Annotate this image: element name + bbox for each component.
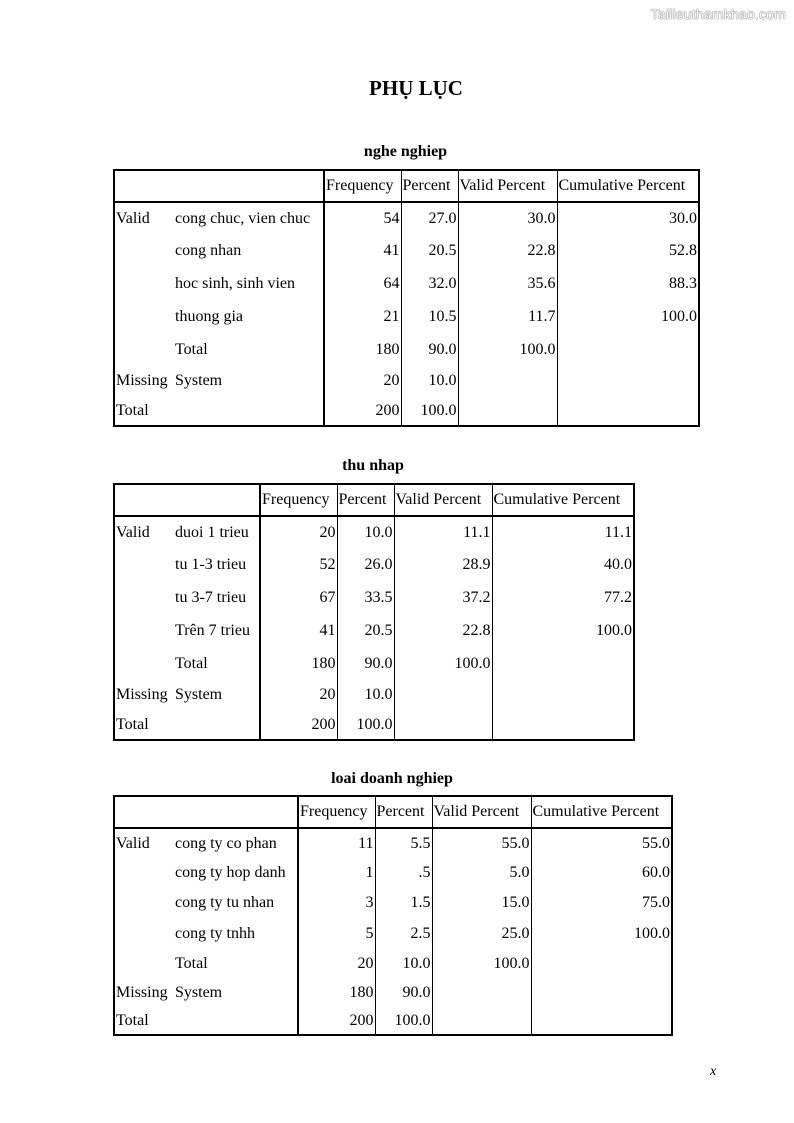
header-valid-percent: Valid Percent — [394, 484, 492, 516]
cell-category: hoc sinh, sinh vien — [175, 274, 295, 292]
cell-cumulative-percent — [492, 710, 634, 740]
cell-cumulative-percent — [531, 1007, 672, 1035]
cell-percent: 26.0 — [337, 548, 394, 581]
table-row — [114, 888, 672, 918]
cell-cumulative-percent: 52.8 — [557, 234, 699, 267]
cell-frequency: 64 — [324, 267, 401, 300]
header-frequency: Frequency — [298, 796, 375, 828]
cell-valid-percent: 5.0 — [432, 858, 531, 888]
cell-category: cong nhan — [175, 241, 242, 259]
cell-group — [114, 333, 174, 366]
cell-category — [174, 1007, 298, 1035]
table-row — [114, 828, 672, 858]
cell-frequency: 200 — [260, 710, 337, 740]
cell-frequency: 20 — [260, 516, 337, 548]
cell-percent: .5 — [375, 858, 432, 888]
watermark: Tailieuthamkhao.com — [650, 6, 786, 22]
cell-group — [114, 858, 174, 888]
cell-frequency: 52 — [260, 548, 337, 581]
header-valid-percent: Valid Percent — [432, 796, 531, 828]
frequency-table-loai-doanh-nghiep — [113, 795, 673, 1036]
table-header-row — [114, 484, 634, 516]
cell-valid-percent — [432, 1007, 531, 1035]
cell-category: Total — [175, 654, 208, 672]
cell-category: duoi 1 trieu — [175, 523, 249, 541]
cell-percent: 5.5 — [375, 828, 432, 858]
table-title-nghe-nghiep: nghe nghiep — [363, 143, 448, 160]
cell-cumulative-percent: 55.0 — [531, 828, 672, 858]
table-title-loai-doanh-nghiep: loai doanh nghiep — [331, 770, 453, 787]
cell-percent: 90.0 — [375, 979, 432, 1007]
table-row — [114, 647, 634, 680]
cell-cumulative-percent: 100.0 — [557, 300, 699, 333]
cell-cumulative-percent — [557, 396, 699, 426]
cell-cumulative-percent: 30.0 — [557, 202, 699, 234]
cell-frequency: 200 — [324, 396, 401, 426]
cell-frequency: 3 — [298, 888, 375, 918]
cell-group: Missing — [116, 686, 168, 703]
cell-percent: 10.0 — [337, 516, 394, 548]
cell-group — [114, 918, 174, 949]
cell-percent: 10.0 — [337, 680, 394, 710]
header-cumulative-percent: Cumulative Percent — [492, 484, 634, 516]
cell-category: System — [175, 372, 223, 389]
cell-category: tu 3-7 trieu — [175, 588, 247, 606]
cell-cumulative-percent — [492, 680, 634, 710]
cell-frequency: 180 — [260, 647, 337, 680]
cell-valid-percent: 11.7 — [458, 300, 557, 333]
cell-category — [174, 710, 260, 740]
table-row — [114, 581, 634, 614]
header-percent: Percent — [337, 484, 394, 516]
table-row — [114, 333, 699, 366]
cell-cumulative-percent: 77.2 — [492, 581, 634, 614]
table-header-row — [114, 796, 672, 828]
cell-group: Missing — [116, 372, 168, 389]
cell-cumulative-percent: 75.0 — [531, 888, 672, 918]
cell-category: cong ty tnhh — [175, 924, 255, 942]
table-row — [114, 267, 699, 300]
cell-valid-percent: 28.9 — [394, 548, 492, 581]
table-row — [114, 202, 699, 234]
cell-category: System — [175, 984, 223, 1001]
cell-percent: 33.5 — [337, 581, 394, 614]
cell-frequency: 180 — [298, 979, 375, 1007]
cell-group — [114, 548, 174, 581]
table-row — [114, 234, 699, 267]
page-title: PHỤ LỤC — [369, 76, 463, 100]
cell-frequency: 20 — [324, 366, 401, 396]
cell-valid-percent: 100.0 — [458, 333, 557, 366]
table-row — [114, 548, 634, 581]
cell-group — [114, 949, 174, 979]
cell-percent: 20.5 — [337, 614, 394, 647]
header-valid-percent: Valid Percent — [458, 170, 557, 202]
cell-category: cong ty co phan — [175, 834, 277, 852]
cell-category: tu 1-3 trieu — [175, 555, 247, 573]
cell-percent: 1.5 — [375, 888, 432, 918]
table-row — [114, 918, 672, 949]
cell-group: Total — [116, 401, 149, 419]
table-header-row — [114, 170, 699, 202]
cell-percent: 10.0 — [375, 949, 432, 979]
header-percent: Percent — [375, 796, 432, 828]
cell-category: cong ty tu nhan — [175, 894, 275, 911]
table-row — [114, 979, 672, 1007]
cell-category: System — [175, 686, 223, 703]
cell-frequency: 200 — [298, 1007, 375, 1035]
cell-category — [174, 396, 324, 426]
cell-valid-percent: 100.0 — [432, 949, 531, 979]
cell-group — [114, 234, 174, 267]
cell-valid-percent: 37.2 — [394, 581, 492, 614]
cell-valid-percent: 100.0 — [394, 647, 492, 680]
cell-category: Total — [175, 340, 208, 358]
cell-group: Missing — [116, 984, 168, 1001]
cell-percent: 100.0 — [401, 396, 458, 426]
header-cumulative-percent: Cumulative Percent — [557, 170, 699, 202]
cell-group — [114, 647, 174, 680]
cell-cumulative-percent — [492, 647, 634, 680]
cell-valid-percent — [394, 680, 492, 710]
header-frequency: Frequency — [260, 484, 337, 516]
cell-percent: 100.0 — [375, 1007, 432, 1035]
cell-valid-percent: 22.8 — [394, 614, 492, 647]
table-row — [114, 396, 699, 426]
cell-cumulative-percent — [557, 366, 699, 396]
cell-group — [114, 267, 174, 300]
cell-category: Trên 7 trieu — [175, 621, 250, 639]
cell-group: Valid — [116, 209, 150, 227]
page-number: x — [710, 1064, 717, 1079]
cell-cumulative-percent: 60.0 — [531, 858, 672, 888]
cell-valid-percent: 35.6 — [458, 267, 557, 300]
cell-category: Total — [175, 955, 208, 972]
cell-group: Valid — [116, 834, 150, 852]
table-row — [114, 300, 699, 333]
cell-cumulative-percent: 100.0 — [531, 918, 672, 949]
cell-percent: 20.5 — [401, 234, 458, 267]
table-row — [114, 516, 634, 548]
cell-group — [114, 614, 174, 647]
cell-cumulative-percent: 11.1 — [492, 516, 634, 548]
header-percent: Percent — [401, 170, 458, 202]
cell-frequency: 1 — [298, 858, 375, 888]
cell-group — [114, 300, 174, 333]
cell-group — [114, 888, 174, 918]
cell-cumulative-percent — [531, 949, 672, 979]
cell-percent: 90.0 — [401, 333, 458, 366]
cell-category: thuong gia — [175, 307, 243, 325]
cell-frequency: 11 — [298, 828, 375, 858]
table-title-thu-nhap: thu nhap — [342, 457, 404, 474]
cell-valid-percent — [458, 396, 557, 426]
cell-group: Total — [116, 715, 149, 733]
cell-percent: 2.5 — [375, 918, 432, 949]
table-row — [114, 680, 634, 710]
cell-valid-percent: 55.0 — [432, 828, 531, 858]
cell-percent: 90.0 — [337, 647, 394, 680]
header-frequency: Frequency — [324, 170, 401, 202]
cell-frequency: 67 — [260, 581, 337, 614]
cell-percent: 10.5 — [401, 300, 458, 333]
cell-cumulative-percent: 40.0 — [492, 548, 634, 581]
cell-frequency: 20 — [260, 680, 337, 710]
table-row — [114, 366, 699, 396]
cell-cumulative-percent — [531, 979, 672, 1007]
table-row — [114, 710, 634, 740]
cell-percent: 27.0 — [401, 202, 458, 234]
cell-frequency: 21 — [324, 300, 401, 333]
cell-valid-percent: 30.0 — [458, 202, 557, 234]
cell-group: Total — [116, 1011, 149, 1029]
cell-percent: 32.0 — [401, 267, 458, 300]
cell-frequency: 5 — [298, 918, 375, 949]
cell-valid-percent: 11.1 — [394, 516, 492, 548]
cell-frequency: 41 — [260, 614, 337, 647]
cell-group — [114, 581, 174, 614]
cell-frequency: 54 — [324, 202, 401, 234]
cell-valid-percent — [458, 366, 557, 396]
frequency-table-thu-nhap — [113, 483, 635, 741]
cell-valid-percent: 22.8 — [458, 234, 557, 267]
cell-category: cong ty hop danh — [175, 864, 286, 881]
header-cumulative-percent: Cumulative Percent — [531, 796, 672, 828]
table-row — [114, 858, 672, 888]
table-row — [114, 949, 672, 979]
cell-cumulative-percent: 100.0 — [492, 614, 634, 647]
table-row — [114, 1007, 672, 1035]
cell-group: Valid — [116, 523, 150, 541]
cell-frequency: 20 — [298, 949, 375, 979]
cell-percent: 10.0 — [401, 366, 458, 396]
frequency-table-nghe-nghiep — [113, 169, 700, 427]
cell-cumulative-percent — [557, 333, 699, 366]
cell-frequency: 180 — [324, 333, 401, 366]
cell-valid-percent — [432, 979, 531, 1007]
table-row — [114, 614, 634, 647]
cell-category: cong chuc, vien chuc — [175, 209, 311, 227]
cell-valid-percent — [394, 710, 492, 740]
cell-frequency: 41 — [324, 234, 401, 267]
cell-cumulative-percent: 88.3 — [557, 267, 699, 300]
cell-valid-percent: 15.0 — [432, 888, 531, 918]
cell-percent: 100.0 — [337, 710, 394, 740]
cell-valid-percent: 25.0 — [432, 918, 531, 949]
